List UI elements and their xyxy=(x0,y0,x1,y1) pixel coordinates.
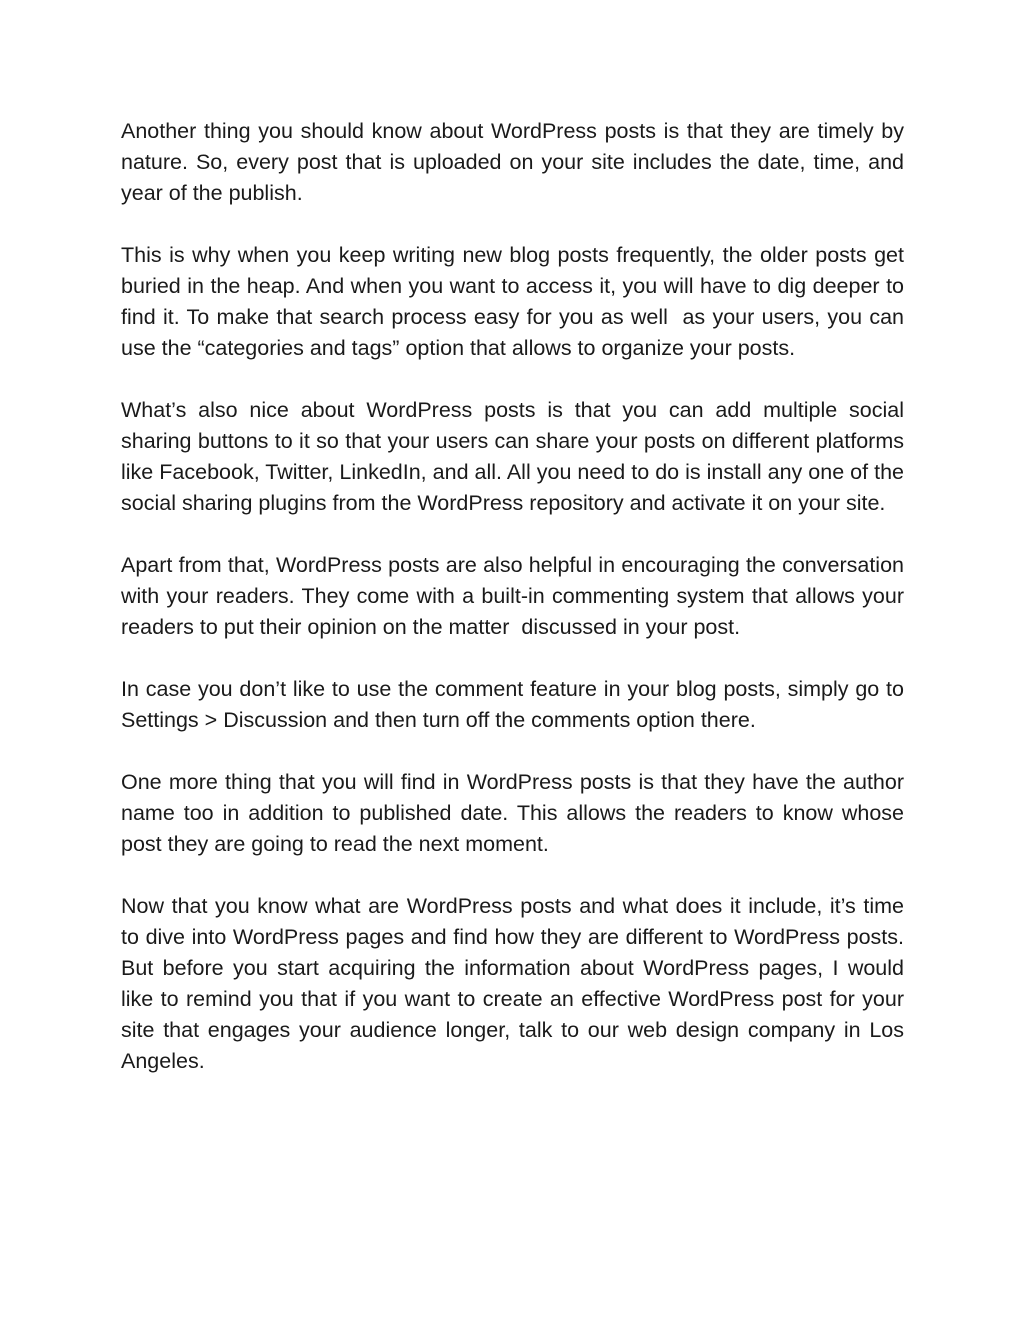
paragraph-categories-tags: This is why when you keep writing new blog posts frequently, the older posts get buried in the heap. And when you want to access it, you will have to dig deeper to find it. To make that search process easy for you as well as your users, you can use the “categories and tags” option that allows to organize your posts. xyxy=(121,243,910,360)
paragraph-timely-posts: Another thing you should know about WordPress posts is that they are timely by nature. So, every post that is uploaded on your site includes the date, time, and year of the publish. xyxy=(121,119,910,205)
paragraph-author-name: One more thing that you will find in WordPress posts is that they have the author name too in addition to published date. This allows the readers to know whose post they are going to read the next moment. xyxy=(121,770,910,856)
paragraph-wordpress-pages: Now that you know what are WordPress posts and what does it include, it’s time to dive into WordPress pages and find how they are different to WordPress posts. But before you start acquiring the information about WordPress pages, I would like to remind you that if you want to create an effective WordPress post for your site that engages your audience longer, talk to our web design company in Los Angeles. xyxy=(121,894,910,1073)
paragraph-commenting: Apart from that, WordPress posts are also helpful in encouraging the conversation with your readers. They come with a built-in commenting system that allows your readers to put their opinion on the matter discussed in your post. xyxy=(121,553,910,639)
paragraph-social-sharing: What’s also nice about WordPress posts is that you can add multiple social sharing buttons to it so that your users can share your posts on different platforms like Facebook, Twitter, LinkedIn, and all. All you need to do is install any one of the social sharing plugins from the WordPress repository and activate it on your site. xyxy=(121,398,910,515)
paragraph-disable-comments: In case you don’t like to use the comment feature in your blog posts, simply go to Settings > Discussion and then turn off the comments option there. xyxy=(121,677,910,732)
document-page xyxy=(121,116,910,1077)
